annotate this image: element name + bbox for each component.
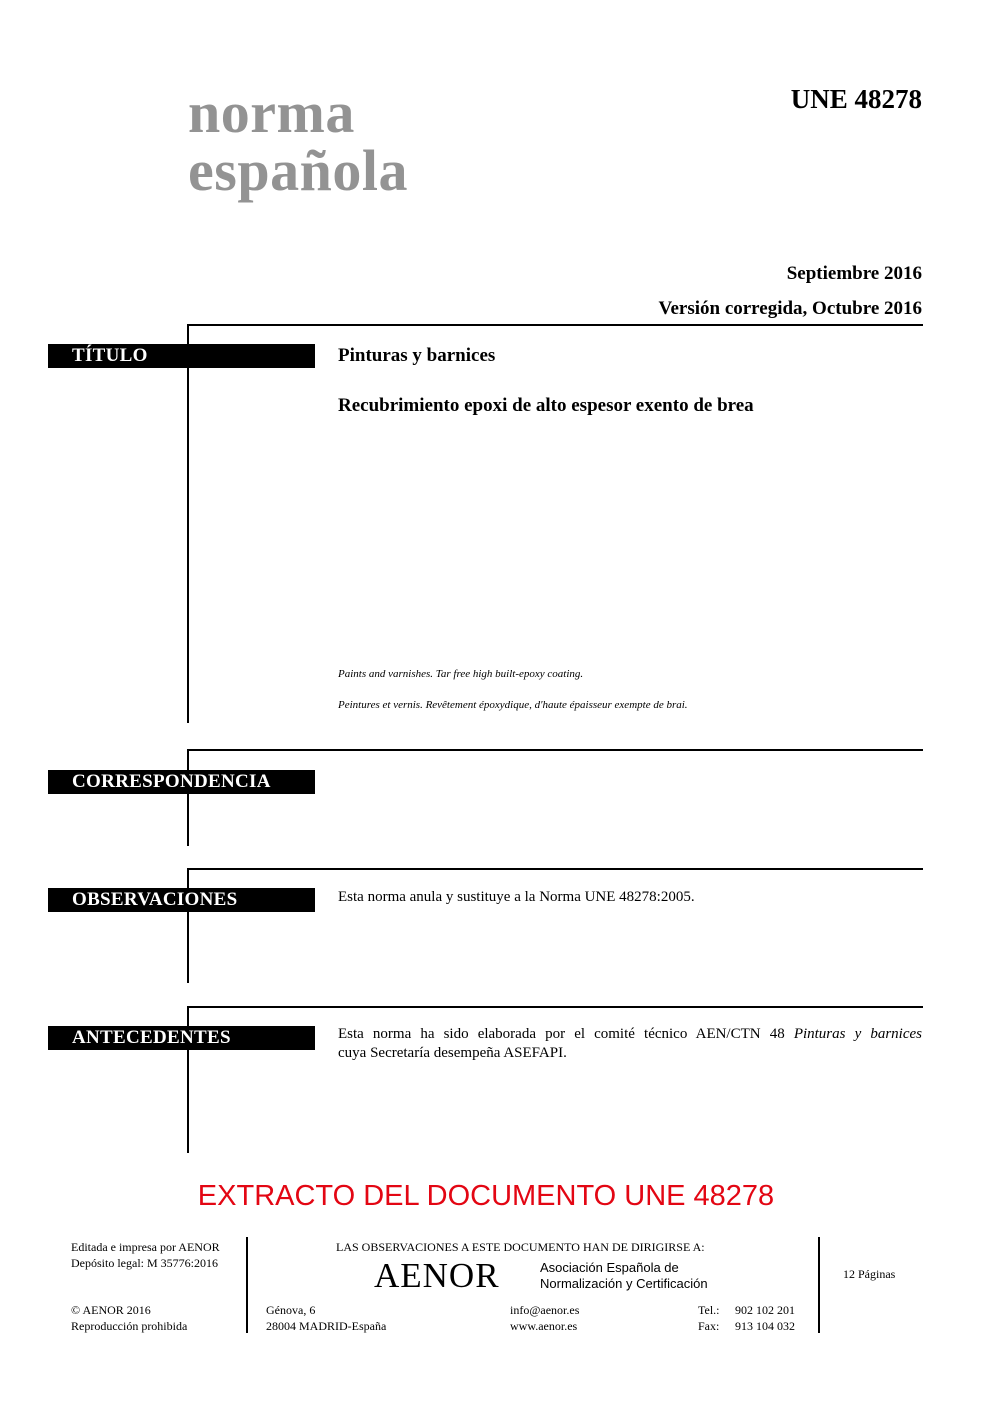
footer-address-2: 28004 MADRID-España	[266, 1319, 387, 1333]
brand-line-2: española	[188, 138, 408, 203]
section-divider-antecedentes	[187, 1006, 923, 1008]
antecedentes-line-2: cuya Secretaría desempeña ASEFAPI.	[338, 1045, 567, 1061]
publication-date: Septiembre 2016	[786, 263, 922, 284]
title-french: Peintures et vernis. Revêtement époxydique, d'haute épaisseur exempte de brai.	[338, 699, 688, 711]
footer-phone-numbers	[735, 1302, 795, 1334]
footer-fax: 913 104 032	[735, 1319, 795, 1333]
title-english: Paints and varnishes. Tar free high built-epoxy coating.	[338, 668, 584, 680]
antecedentes-label: ANTECEDENTES	[48, 1026, 315, 1050]
section-vline-correspondencia	[187, 749, 189, 846]
footer-divider-right	[818, 1237, 820, 1333]
footer-email[interactable]: info@aenor.es	[510, 1303, 580, 1317]
antecedentes-committee: Pinturas y barnices	[793, 1026, 922, 1042]
footer-fax-label: Fax:	[698, 1319, 720, 1333]
antecedentes-text	[338, 1025, 922, 1063]
version-date: Versión corregida, Octubre 2016	[658, 298, 922, 319]
footer-copyright: © AENOR 2016	[71, 1303, 151, 1317]
correspondencia-label: CORRESPONDENCIA	[48, 770, 315, 794]
brand-line-1: norma	[188, 80, 355, 145]
title-line-2: Recubrimiento epoxi de alto espesor exento de brea	[338, 395, 754, 416]
antecedentes-line-1	[338, 1025, 922, 1044]
section-vline-observaciones	[187, 868, 189, 983]
footer-web[interactable]: www.aenor.es	[510, 1319, 578, 1333]
footer-edition	[71, 1239, 220, 1271]
aenor-organization	[540, 1260, 708, 1292]
observaciones-text: Esta norma anula y sustituye a la Norma UNE 48278:2005.	[338, 889, 695, 905]
footer-observaciones-heading: LAS OBSERVACIONES A ESTE DOCUMENTO HAN DE DIRIGIRSE A:	[336, 1240, 705, 1254]
footer-address-1: Génova, 6	[266, 1303, 316, 1317]
aenor-org-line-1: Asociación Española de	[540, 1260, 679, 1275]
footer-deposito: Depósito legal: M 35776:2016	[71, 1256, 218, 1270]
footer-reproduccion: Reproducción prohibida	[71, 1319, 188, 1333]
section-divider-observaciones	[187, 868, 923, 870]
footer-edited: Editada e impresa por AENOR	[71, 1240, 220, 1254]
section-divider-correspondencia	[187, 749, 923, 751]
footer-rights	[71, 1302, 187, 1334]
antecedentes-text-start: Esta norma ha sido elaborada por el comité técnico AEN/CTN 48	[338, 1026, 794, 1042]
footer-phone-labels	[698, 1302, 720, 1334]
titulo-label: TÍTULO	[48, 344, 315, 368]
aenor-logo: AENOR	[374, 1256, 500, 1295]
extract-notice: EXTRACTO DEL DOCUMENTO UNE 48278	[197, 1180, 775, 1212]
footer-page-count: 12 Páginas	[843, 1267, 896, 1281]
title-line-1: Pinturas y barnices	[338, 345, 496, 366]
section-vline-titulo	[187, 324, 189, 723]
footer-tel: 902 102 201	[735, 1303, 795, 1317]
document-code: UNE 48278	[790, 84, 922, 114]
footer-address	[266, 1302, 386, 1334]
observaciones-label: OBSERVACIONES	[48, 888, 315, 912]
footer-contact-online	[510, 1302, 579, 1334]
footer-tel-label: Tel.:	[698, 1303, 720, 1317]
aenor-org-line-2: Normalización y Certificación	[540, 1276, 708, 1291]
footer-divider-left	[246, 1237, 248, 1333]
brand-wordmark	[188, 80, 408, 203]
section-divider-titulo	[187, 324, 923, 326]
